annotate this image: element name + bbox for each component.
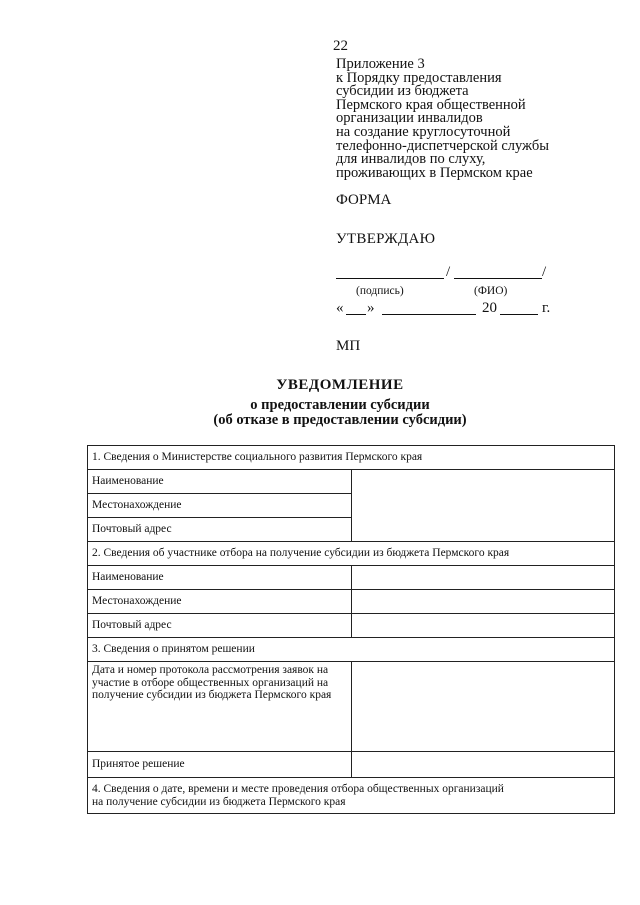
protocol-cell[interactable] [351, 662, 615, 752]
signature-line [336, 264, 548, 282]
appendix-line: для инвалидов по слуху, [336, 151, 486, 168]
fio-separator: / [542, 264, 547, 280]
date-open-quote: « [336, 300, 344, 316]
field-label: Дата и номер протокола рассмотрения заявок на участие в отборе общественных организаций на получение субсидии из бюджета Пермского края [88, 662, 352, 752]
decision-cell[interactable] [351, 752, 615, 778]
day-blank[interactable] [346, 314, 366, 315]
appendix-block [336, 58, 616, 180]
date-line [336, 300, 566, 320]
notice-table [87, 445, 615, 814]
section-header: 2. Сведения об участнике отбора на получение субсидии из бюджета Пермского края [88, 542, 615, 566]
participant-location-cell[interactable] [351, 590, 615, 614]
section-header-line: на получение субсидии из бюджета Пермского края [92, 795, 346, 808]
approve-label: УТВЕРЖДАЮ [336, 231, 436, 247]
appendix-line: телефонно-диспетчерской службы [336, 137, 550, 154]
field-label: Местонахождение [88, 494, 352, 518]
participant-name-cell[interactable] [351, 566, 615, 590]
section-header: 1. Сведения о Министерстве социального развития Пермского края [88, 446, 615, 470]
notice-subtitle-line: (об отказе в предоставлении субсидии) [213, 412, 467, 428]
participant-postal-cell[interactable] [351, 614, 615, 638]
notice-subtitle-line: о предоставлении субсидии [250, 397, 430, 413]
section-header [88, 778, 615, 814]
appendix-line: организации инвалидов [336, 110, 483, 127]
signature-blank[interactable] [336, 278, 444, 279]
field-label: Принятое решение [88, 752, 352, 778]
date-close-quote: » [367, 300, 375, 316]
form-label: ФОРМА [336, 192, 392, 208]
fio-caption: (ФИО) [474, 285, 508, 297]
year-blank[interactable] [500, 314, 538, 315]
field-label: Почтовый адрес [88, 614, 352, 638]
signature-caption: (подпись) [356, 285, 404, 297]
stamp-label: МП [336, 338, 361, 354]
field-label: Наименование [88, 566, 352, 590]
appendix-line: субсидии из бюджета [336, 83, 469, 100]
month-blank[interactable] [382, 314, 476, 315]
appendix-line: Пермского края общественной [336, 96, 526, 113]
section-header: 3. Сведения о принятом решении [88, 638, 615, 662]
appendix-line: на создание круглосуточной [336, 123, 511, 140]
year-suffix: г. [542, 300, 551, 316]
notice-subtitle [0, 398, 640, 428]
appendix-line: к Порядку предоставления [336, 69, 502, 86]
fio-blank[interactable] [454, 278, 542, 279]
notice-title: УВЕДОМЛЕНИЕ [276, 377, 404, 393]
section-header-line: 4. Сведения о дате, времени и месте проведения отбора общественных организаций [92, 783, 504, 795]
field-label: Почтовый адрес [88, 518, 352, 542]
field-label: Наименование [88, 470, 352, 494]
year-prefix: 20 [482, 300, 497, 316]
appendix-line: Приложение 3 [336, 56, 425, 72]
field-label: Местонахождение [88, 590, 352, 614]
appendix-line: проживающих в Пермском крае [336, 164, 533, 181]
ministry-info-cell[interactable] [351, 470, 615, 542]
page-number: 22 [333, 38, 348, 54]
signature-separator: / [446, 264, 451, 280]
